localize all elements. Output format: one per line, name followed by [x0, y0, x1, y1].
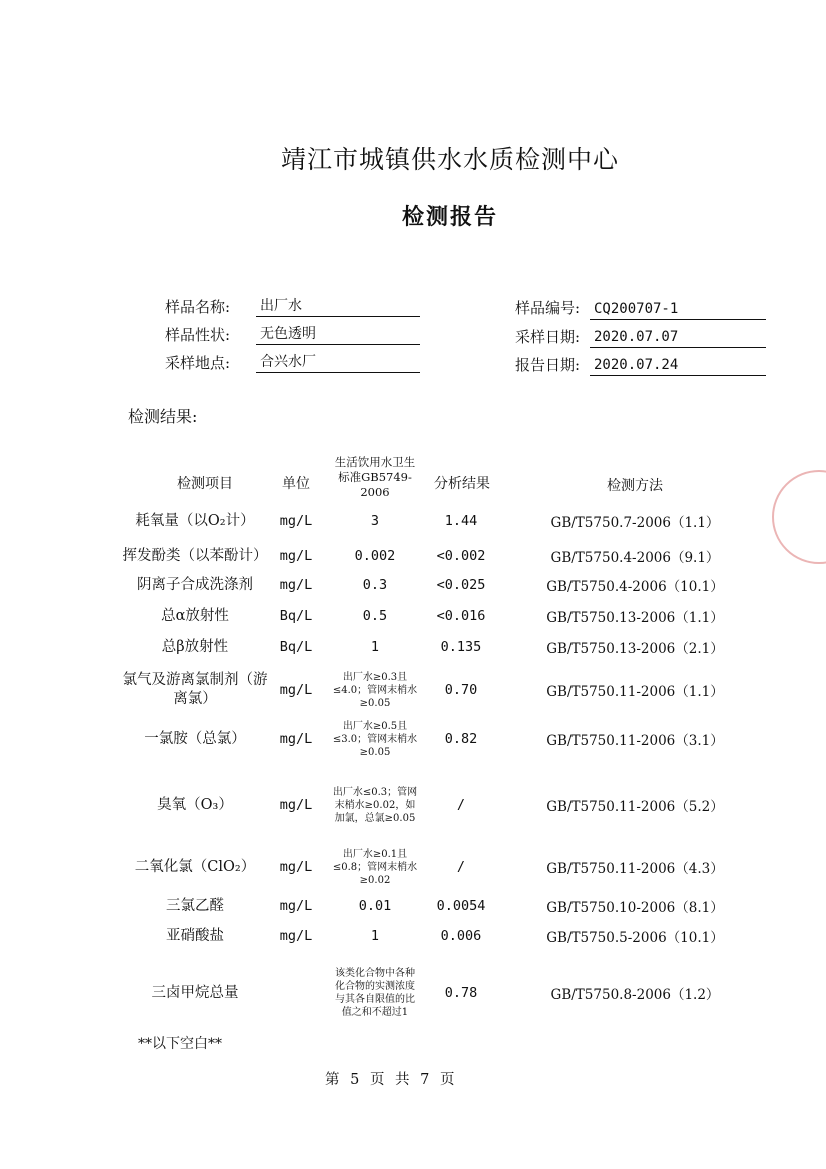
report-title: 检测报告 — [401, 204, 498, 230]
sampling-date-label: 采样日期: — [514, 328, 580, 346]
red-seal-stamp — [772, 470, 826, 564]
row-standard-limit: 0.3 — [362, 577, 388, 593]
row-result: 1.44 — [444, 513, 478, 529]
row-result: 0.135 — [440, 639, 482, 655]
report-date-label: 报告日期: — [514, 356, 580, 374]
row-standard-limit: 1 — [370, 639, 380, 655]
row-method: GB/T5750.7-2006（1.1） — [550, 515, 720, 531]
row-unit: mg/L — [279, 928, 313, 944]
row-result: <0.016 — [436, 608, 486, 624]
row-method: GB/T5750.8-2006（1.2） — [550, 987, 720, 1003]
row-unit: mg/L — [279, 898, 313, 914]
row-result: 0.0054 — [436, 898, 486, 914]
page-number: 第 5 页 共 7 页 — [325, 1072, 455, 1088]
row-unit: mg/L — [279, 731, 313, 747]
sample-id-value: CQ200707-1 — [590, 299, 766, 320]
row-method: GB/T5750.11-2006（5.2） — [546, 799, 724, 815]
row-standard-limit: 该类化合物中各种化合物的实测浓度与其各自限值的比值之和不超过1 — [335, 968, 415, 1018]
row-result: 0.78 — [444, 985, 478, 1001]
row-standard-limit: 出厂水≥0.1且≤0.8；管网末梢水≥0.02 — [332, 848, 418, 886]
row-item-name: 总α放射性 — [161, 607, 229, 624]
row-item-name: 三卤甲烷总量 — [151, 984, 239, 1001]
row-standard-limit: 出厂水≥0.5且≤3.0；管网末梢水≥0.05 — [332, 720, 418, 758]
row-unit: mg/L — [279, 797, 313, 813]
blank-note: **以下空白** — [138, 1036, 222, 1052]
row-method: GB/T5750.5-2006（10.1） — [546, 930, 724, 946]
row-method: GB/T5750.11-2006（1.1） — [546, 684, 724, 700]
row-result: / — [456, 797, 466, 813]
row-item-name: 二氧化氯（ClO₂） — [134, 858, 256, 875]
row-unit: mg/L — [279, 548, 313, 564]
row-result: 0.006 — [440, 928, 482, 944]
row-method: GB/T5750.10-2006（8.1） — [546, 900, 724, 916]
row-method: GB/T5750.13-2006（1.1） — [546, 610, 724, 626]
header-unit: 单位 — [282, 476, 310, 492]
row-item-name: 挥发酚类（以苯酚计） — [122, 547, 268, 564]
sample-id-label: 样品编号: — [514, 299, 580, 317]
row-standard-limit: 1 — [370, 928, 380, 944]
sample-name-label: 样品名称: — [164, 298, 230, 316]
row-method: GB/T5750.13-2006（2.1） — [546, 641, 724, 657]
row-unit — [270, 960, 322, 1026]
row-result: / — [456, 859, 466, 875]
row-item-name: 氯气及游离氯制剂（游离氯） — [122, 672, 268, 707]
row-standard-limit: 0.002 — [354, 548, 396, 564]
row-standard-limit: 3 — [370, 513, 380, 529]
row-item-name: 总β放射性 — [161, 638, 229, 655]
sampling-date-value: 2020.07.07 — [590, 327, 766, 348]
row-result: <0.025 — [436, 577, 486, 593]
sample-state-value: 无色透明 — [256, 324, 420, 345]
row-method: GB/T5750.11-2006（3.1） — [546, 733, 724, 749]
sampling-site-label: 采样地点: — [164, 354, 230, 372]
sample-state-label: 样品性状: — [164, 326, 230, 344]
row-standard-limit: 出厂水≤0.3；管网末梢水≥0.02，如加氯，总氯≥0.05 — [332, 786, 418, 824]
row-result: <0.002 — [436, 548, 486, 564]
row-method: GB/T5750.4-2006（9.1） — [550, 550, 720, 566]
row-method: GB/T5750.4-2006（10.1） — [546, 579, 724, 595]
row-item-name: 阴离子合成洗涤剂 — [137, 576, 253, 593]
row-unit: mg/L — [279, 859, 313, 875]
row-unit: Bq/L — [279, 639, 313, 655]
report-date-value: 2020.07.24 — [590, 355, 766, 376]
organization-name: 靖江市城镇供水水质检测中心 — [280, 145, 619, 174]
row-standard-limit: 0.01 — [358, 898, 392, 914]
sample-name-value: 出厂水 — [256, 296, 420, 317]
results-label: 检测结果: — [128, 407, 198, 426]
row-item-name: 三氯乙醛 — [166, 897, 224, 914]
row-method: GB/T5750.11-2006（4.3） — [546, 861, 724, 877]
header-result: 分析结果 — [434, 476, 490, 492]
row-item-name: 一氯胺（总氯） — [144, 730, 246, 747]
row-item-name: 耗氧量（以O₂计） — [135, 512, 255, 529]
header-method: 检测方法 — [607, 478, 663, 494]
header-item: 检测项目 — [177, 476, 233, 492]
row-unit: mg/L — [279, 577, 313, 593]
header-standard: 生活饮用水卫生标准GB5749-2006 — [334, 455, 416, 499]
row-unit: mg/L — [279, 682, 313, 698]
row-standard-limit: 出厂水≥0.3且≤4.0；管网末梢水≥0.05 — [332, 671, 418, 709]
row-unit: Bq/L — [279, 608, 313, 624]
row-item-name: 亚硝酸盐 — [166, 927, 224, 944]
sampling-site-value: 合兴水厂 — [256, 352, 420, 373]
row-standard-limit: 0.5 — [362, 608, 388, 624]
row-result: 0.70 — [444, 682, 478, 698]
row-unit: mg/L — [279, 513, 313, 529]
row-result: 0.82 — [444, 731, 478, 747]
row-item-name: 臭氧（O₃） — [157, 796, 233, 813]
